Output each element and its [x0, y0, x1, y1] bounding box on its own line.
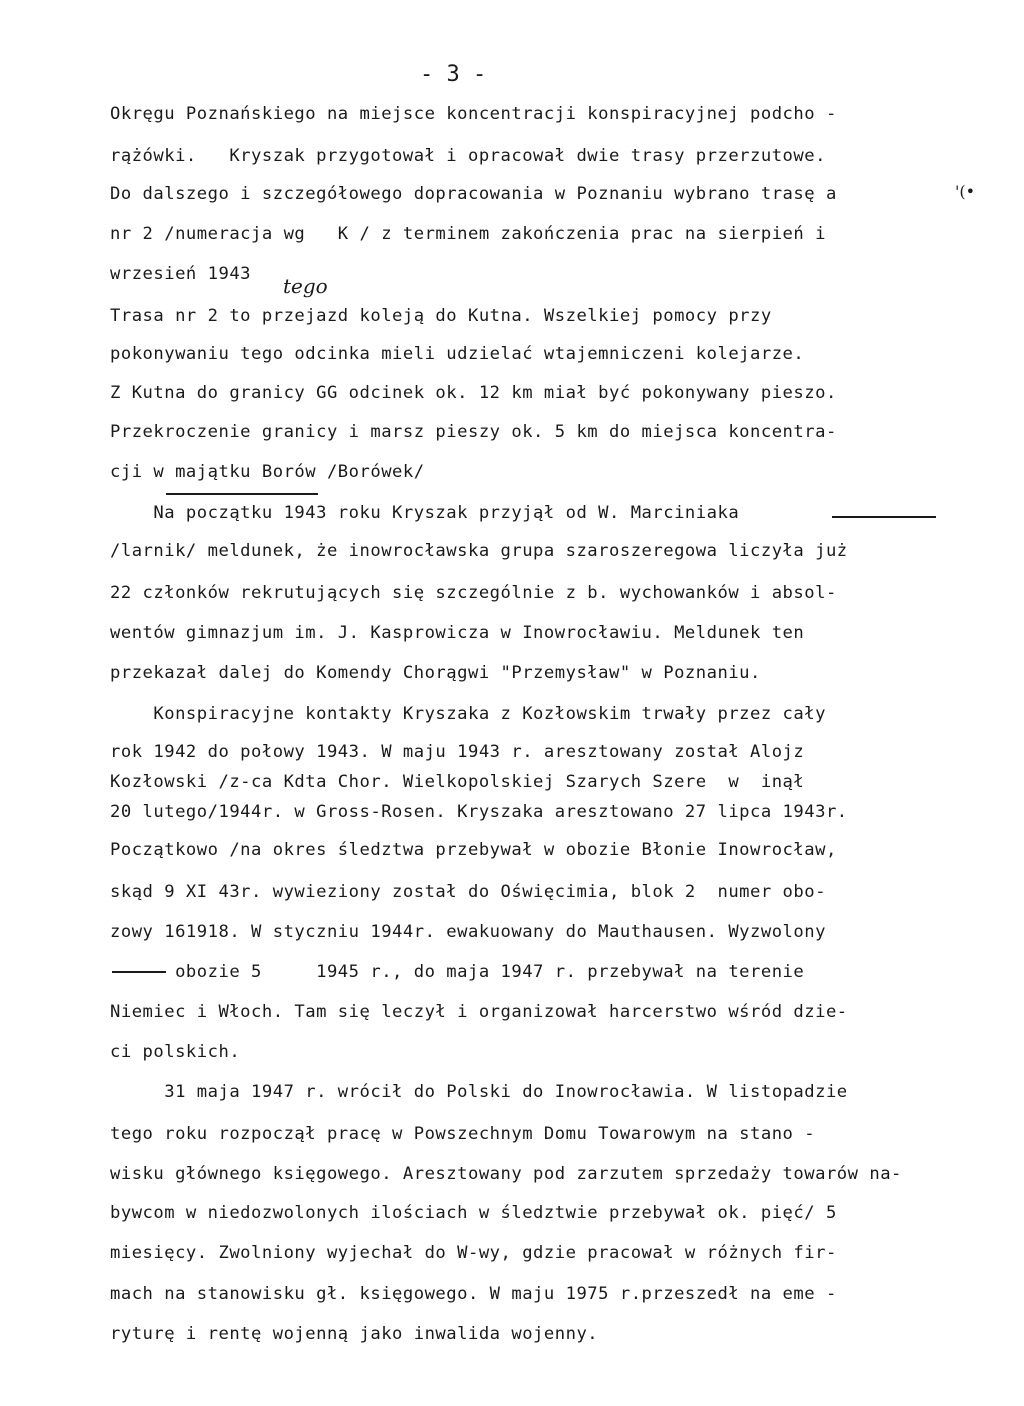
- text-line: wentów gimnazjum im. J. Kasprowicza w Inowrocławiu. Meldunek ten: [110, 623, 805, 643]
- text-line: Początkowo /na okres śledztwa przebywał w obozie Błonie Inowrocław,: [110, 840, 837, 860]
- page-number: - 3 -: [420, 62, 487, 87]
- text-line: Niemiec i Włoch. Tam się leczył i organizował harcerstwo wśród dzie-: [110, 1002, 848, 1022]
- text-line: Kozłowski /z-ca Kdta Chor. Wielkopolskiej Szarych Szere w inął: [110, 772, 805, 792]
- text-line: Przekroczenie granicy i marsz pieszy ok. 5 km do miejsca koncentra-: [110, 422, 837, 442]
- text-line: obozie 5 1945 r., do maja 1947 r. przebywał na terenie: [110, 962, 805, 982]
- text-line: wrzesień 1943: [110, 264, 252, 284]
- text-line: 20 lutego/1944r. w Gross-Rosen. Kryszaka aresztowano 27 lipca 1943r.: [110, 802, 848, 822]
- text-line: 31 maja 1947 r. wrócił do Polski do Inowrocławia. W listopadzie: [110, 1082, 848, 1102]
- text-line: bywcom w niedozwolonych ilościach w śledztwie przebywał ok. pięć/ 5: [110, 1203, 837, 1223]
- text-line: mach na stanowisku gł. księgowego. W maju 1975 r.przeszedł na eme -: [110, 1284, 837, 1304]
- text-line: zowy 161918. W styczniu 1944r. ewakuowany do Mauthausen. Wyzwolony: [110, 922, 826, 942]
- text-line: Do dalszego i szczegółowego dopracowania w Poznaniu wybrano trasę a: [110, 184, 837, 204]
- text-line: rążówki. Kryszak przygotował i opracował dwie trasy przerzutowe.: [110, 146, 826, 166]
- text-line: przekazał dalej do Komendy Chorągwi "Przemysław" w Poznaniu.: [110, 663, 761, 683]
- text-line: tego roku rozpoczął pracę w Powszechnym Domu Towarowym na stano -: [110, 1124, 816, 1144]
- text-line: wisku głównego księgowego. Aresztowany pod zarzutem sprzedaży towarów na-: [110, 1164, 902, 1184]
- text-line: skąd 9 XI 43r. wywieziony został do Oświęcimia, blok 2 numer obo-: [110, 882, 826, 902]
- text-line: Z Kutna do granicy GG odcinek ok. 12 km miał być pokonywany pieszo.: [110, 383, 837, 403]
- blank-rule: [832, 516, 936, 518]
- text-line: Okręgu Poznańskiego na miejsce koncentracji konspiracyjnej podcho -: [110, 104, 837, 124]
- text-line: miesięcy. Zwolniony wyjechał do W-wy, gdzie pracował w różnych fir-: [110, 1243, 837, 1263]
- text-line: rok 1942 do połowy 1943. W maju 1943 r. aresztowany został Alojz: [110, 742, 805, 762]
- margin-mark: '(•: [955, 182, 976, 201]
- underline-rule: [166, 493, 318, 495]
- handwritten-correction: tego: [283, 274, 328, 298]
- text-line: Trasa nr 2 to przejazd koleją do Kutna. Wszelkiej pomocy przy: [110, 306, 772, 326]
- text-line: ryturę i rentę wojenną jako inwalida wojenny.: [110, 1324, 599, 1344]
- text-line: 22 członków rekrutujących się szczególnie z b. wychowanków i absol-: [110, 583, 837, 603]
- text-line: pokonywaniu tego odcinka mieli udzielać wtajemniczeni kolejarze.: [110, 344, 805, 364]
- text-line: nr 2 /numeracja wg K / z terminem zakończenia prac na sierpień i: [110, 224, 826, 244]
- text-line: cji w majątku Borów /Borówek/: [110, 462, 425, 482]
- text-line: Na początku 1943 roku Kryszak przyjął od W. Marciniaka: [110, 503, 740, 523]
- text-line: ci polskich.: [110, 1042, 241, 1062]
- text-line: Konspiracyjne kontakty Kryszaka z Kozłowskim trwały przez cały: [110, 704, 826, 724]
- text-line: /larnik/ meldunek, że inowrocławska grupa szaroszeregowa liczyła już: [110, 541, 848, 561]
